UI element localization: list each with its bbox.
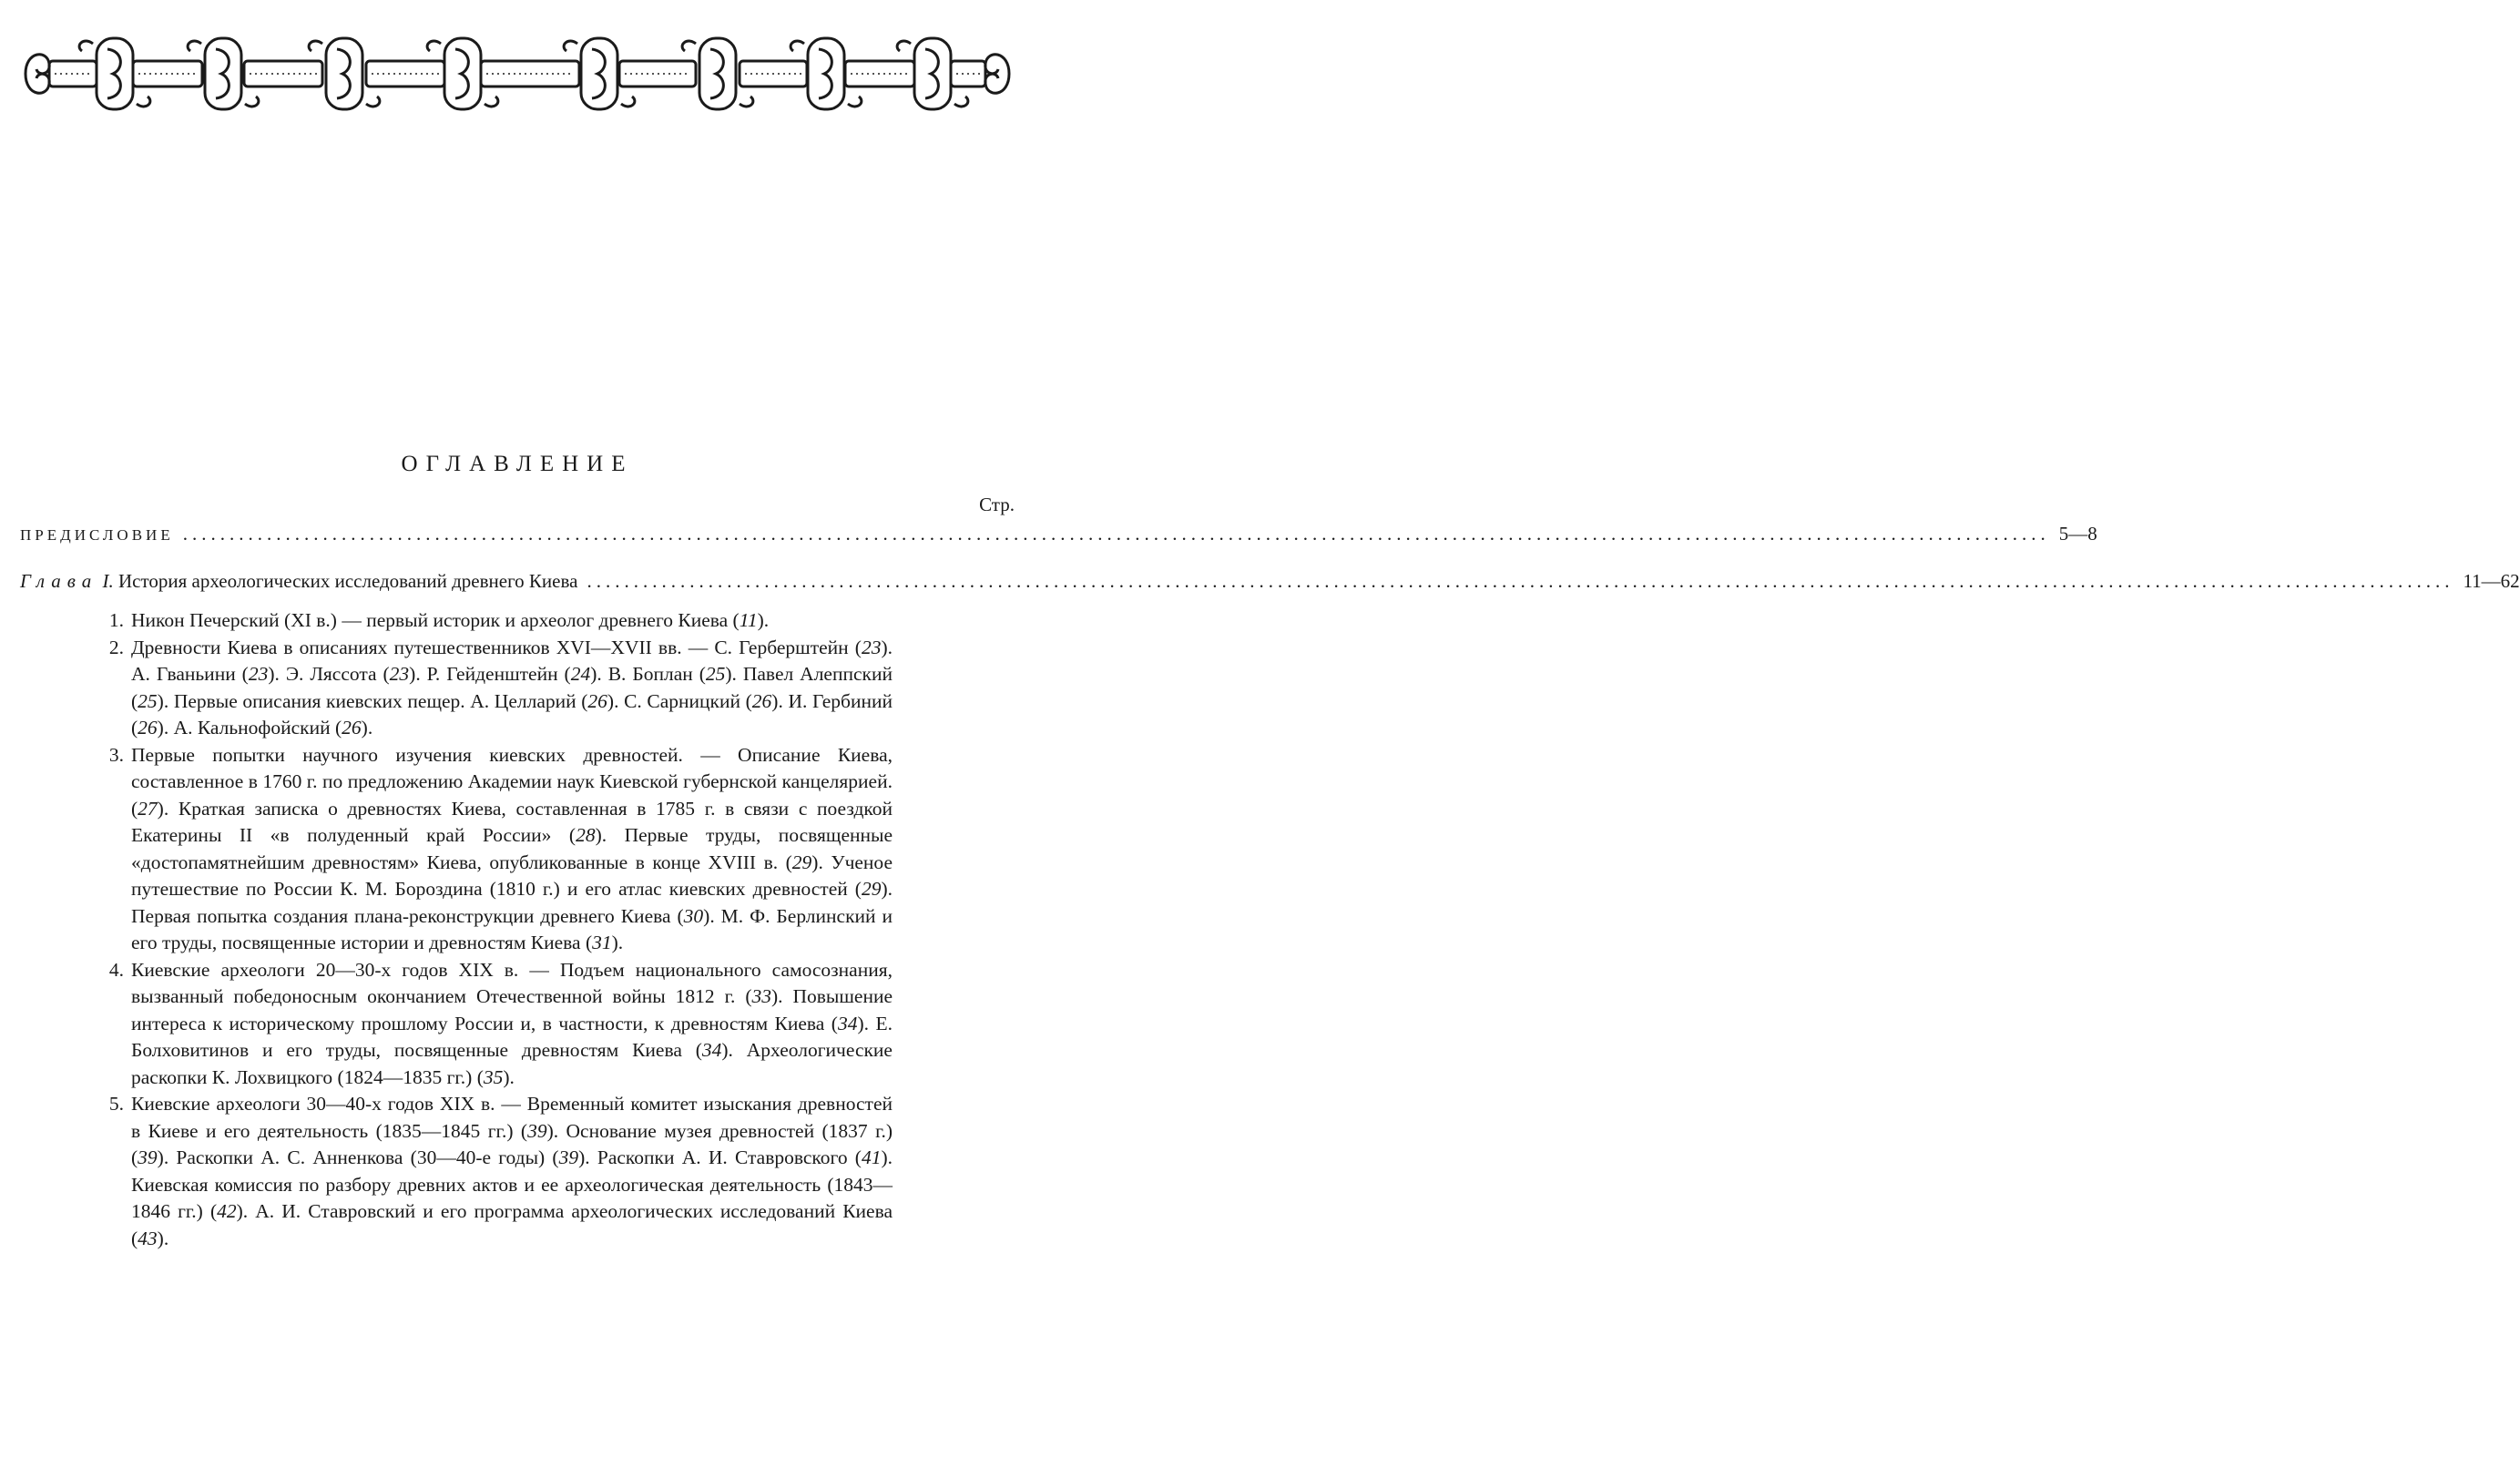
section-text-part: ). С. Сарницкий (	[607, 689, 752, 712]
chapter-number: I.	[102, 570, 114, 592]
section-text	[131, 742, 893, 957]
toc-row-preface	[20, 523, 2097, 545]
page-column-label: Стр.	[979, 494, 1015, 515]
section-text-part: ). Первая попытка создания плана-реконструкции древнего Киева (	[131, 878, 893, 927]
page-reference: 41	[861, 1146, 882, 1168]
section-text	[131, 957, 893, 1092]
ornament-curl-left	[26, 55, 49, 94]
ornament-link-curl	[216, 49, 229, 98]
page-reference: 11	[739, 609, 758, 631]
page-reference: 29	[791, 851, 812, 873]
page-reference: 24	[570, 663, 591, 685]
section-number: 5.	[108, 1093, 124, 1115]
section-text-part: ). Киевская комиссия по разбору древних актов и ее археологическая деятельность (1843—1846 гг.) (	[131, 1146, 893, 1222]
ornament-scroll	[682, 41, 696, 51]
section-entry	[97, 1091, 893, 1252]
ornament-scroll	[740, 97, 753, 107]
page-reference: 30	[683, 904, 704, 927]
chapter-heading	[20, 570, 577, 593]
ornament-link-curl	[592, 49, 605, 98]
ornament-scroll	[137, 97, 150, 107]
section-text-part: ). Е. Болховитинов и его труды, посвященные древностям Киева (	[131, 1012, 893, 1061]
ornament-scroll	[79, 41, 93, 51]
ornament-scroll	[848, 97, 862, 107]
page-reference: 33	[751, 985, 771, 1007]
page-title: ОГЛАВЛЕНИЕ	[401, 452, 634, 476]
ornamental-border	[20, 33, 1015, 115]
ornament-link-curl	[819, 49, 831, 98]
preface-label: ПРЕДИСЛОВИЕ	[20, 526, 174, 544]
section-list	[97, 607, 893, 1252]
section-text-part: ). А. И. Ставровский и его программа археологических исследований Киева (	[131, 1200, 893, 1249]
section-text-part: Киевские археологи 20—30-х годов XIX в. — Подъем национального самосознания, вызванный победоносным окончанием Отечественной войны 1812 г. (	[131, 958, 893, 1007]
section-text	[131, 607, 893, 635]
section-text-part: ). В. Боплан (	[590, 663, 706, 685]
page-reference: 23	[389, 663, 410, 685]
preface-pages: 5—8	[2058, 523, 2097, 545]
section-text-part: ). Ученое путешествие по России К. М. Бороздина (1810 г.) и его атлас киевских древностей (	[131, 851, 893, 900]
page-reference: 28	[576, 824, 596, 846]
page-reference: 27	[138, 797, 158, 820]
chapter-pages: 11—62	[2463, 570, 2520, 592]
page-reference: 29	[861, 878, 882, 900]
section-text-part: ). Раскопки А. С. Анненкова (30—40-е годы) (	[157, 1146, 559, 1168]
ornament-link-curl	[337, 49, 350, 98]
page-reference: 39	[138, 1146, 158, 1168]
section-text-part: ). Э. Ляссота (	[268, 663, 390, 685]
chapter-word: Глава	[20, 570, 98, 592]
section-text-part: ). Павел Алеппский (	[131, 663, 893, 712]
page-reference: 25	[138, 689, 158, 712]
section-text-part: ). Р. Гейденштейн (	[409, 663, 571, 685]
section-text-part: ). М. Ф. Берлинский и его труды, посвященные истории и древностям Киева (	[131, 904, 893, 953]
section-text-part: ). Первые труды, посвященные «достопамятнейшим древностям» Киева, опубликованные в конце XVIII в. (	[131, 824, 893, 873]
page-reference: 26	[587, 689, 607, 712]
section-text-part: Первые попытки научного изучения киевских древностей. — Описание Киева, составленное в 1760 г. по предложению Академии наук Киевской губернской канцелярией. (	[131, 743, 893, 820]
ornament-link-curl	[710, 49, 723, 98]
page-reference: 42	[217, 1200, 237, 1222]
section-text-part: ).	[503, 1065, 515, 1088]
section-number: 1.	[108, 609, 124, 631]
page-reference: 35	[483, 1065, 504, 1088]
ornament-scroll	[897, 41, 911, 51]
section-text	[131, 1091, 893, 1252]
page-reference: 26	[138, 717, 158, 739]
ornament-scroll	[621, 97, 635, 107]
section-text-part: ). Раскопки А. И. Ставровского (	[578, 1146, 862, 1168]
ornament-scroll	[954, 97, 968, 107]
section-text-part: ).	[157, 1227, 169, 1249]
section-text-part: ). А. Гваньини (	[131, 636, 893, 685]
section-number: 4.	[108, 958, 124, 981]
ornament-scroll	[188, 41, 201, 51]
section-text-part: Никон Печерский (XI в.) — первый историк и археолог древнего Киева (	[131, 609, 740, 631]
section-number: 2.	[108, 636, 124, 658]
ornament-scroll	[366, 97, 380, 107]
section-text-part: ). Краткая записка о древностях Киева, составленная в 1785 г. в связи с поездкой Екатерины II «в полуденный край России» (	[131, 797, 893, 846]
page-reference: 34	[701, 1039, 722, 1061]
dot-leader: ........................................................................................................................................................................................................	[587, 570, 2454, 592]
section-entry	[97, 607, 893, 635]
section-text-part: ).	[757, 609, 770, 631]
section-text	[131, 635, 893, 742]
ornament-curl-right	[985, 55, 1009, 94]
ornament-scroll	[485, 97, 498, 107]
section-entry	[97, 635, 893, 742]
section-text-part: ).	[611, 932, 624, 953]
section-text-part: Киевские археологи 30—40-х годов XIX в. — Временный комитет изыскания древностей в Киеве и его деятельность (1835—1845 гг.) (	[131, 1093, 893, 1142]
section-text-part: Древности Киева в описаниях путешественников XVI—XVII вв. — С. Герберштейн (	[131, 636, 862, 658]
page-reference: 39	[527, 1119, 547, 1142]
dot-leader: ........................................................................................................................................................................................................	[182, 523, 2050, 545]
page-reference: 23	[248, 663, 269, 685]
page-reference: 31	[592, 932, 612, 953]
section-text-part: ). Повышение интереса к историческому прошлому России и, в частности, к древностям Киева (	[131, 985, 893, 1034]
section-text-part: ). И. Гербиний (	[131, 689, 893, 739]
page-reference: 23	[861, 636, 882, 658]
page-reference: 26	[751, 689, 772, 712]
ornament-scroll	[791, 41, 804, 51]
section-number: 3.	[108, 743, 124, 766]
ornament-link-curl	[455, 49, 468, 98]
section-text-part: ). Первые описания киевских пещер. А. Целларий (	[157, 689, 588, 712]
ornament-scroll	[427, 41, 441, 51]
section-text-part: ). Основание музея древностей (1837 г.) (	[131, 1119, 893, 1168]
section-text-part: ).	[361, 717, 373, 739]
section-text-part: ). Археологические раскопки К. Лохвицкого (1824—1835 гг.) (	[131, 1039, 893, 1088]
chapter-title: История археологических исследований древнего Киева	[117, 570, 578, 592]
page-reference: 26	[342, 717, 362, 739]
ornament-scroll	[564, 41, 577, 51]
ornament-link-curl	[925, 49, 938, 98]
ornament-scroll	[245, 97, 259, 107]
toc-row-chapter	[20, 570, 2520, 593]
page-reference: 34	[837, 1012, 858, 1034]
ornament-scroll	[309, 41, 322, 51]
section-entry	[97, 957, 893, 1092]
section-entry	[97, 742, 893, 957]
page-reference: 43	[138, 1227, 158, 1249]
section-text-part: ). А. Кальнофойский (	[157, 717, 342, 739]
ornament-link-curl	[107, 49, 120, 98]
page-reference: 39	[558, 1146, 579, 1168]
page-reference: 25	[705, 663, 726, 685]
